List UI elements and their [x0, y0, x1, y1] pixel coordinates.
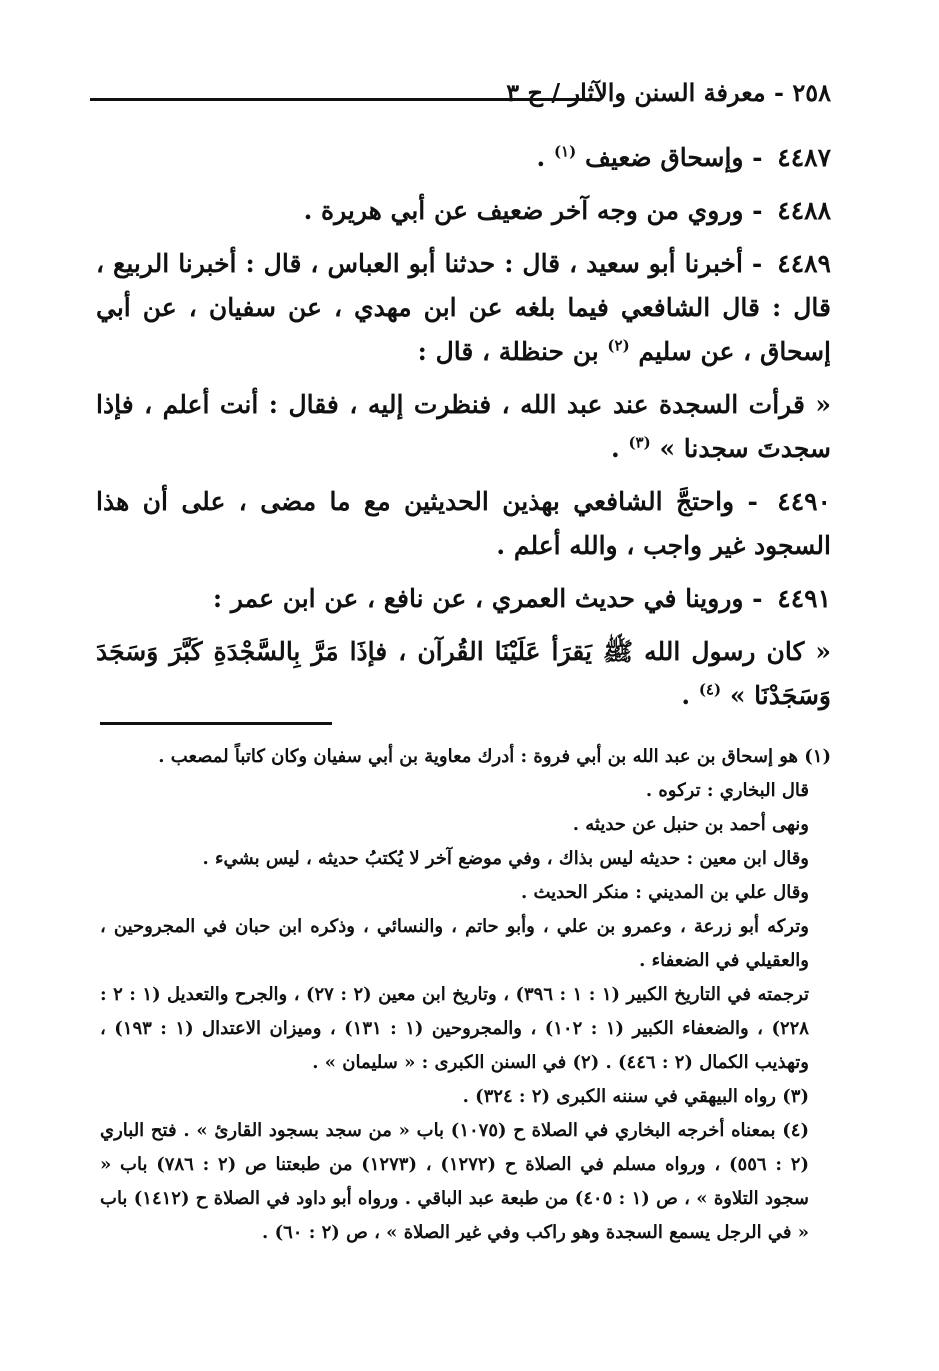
footnote-line: قال البخاري : تركوه . [645, 780, 809, 801]
hadith-number: ٤٤٩١ [777, 584, 831, 613]
footnote-line: ونهى أحمد بن حنبل عن حديثه . [572, 814, 809, 835]
paragraph-tail: . [611, 434, 620, 463]
footnote-line: وتركه أبو زرعة ، وعمرو بن علي ، وأبو حاتم ، والنسائي ، وذكره ابن حبان في المجروحين ، والعقيلي في الضعفاء . [100, 916, 809, 971]
main-text [96, 136, 831, 727]
paragraph-text: - وروينا في حديث العمري ، عن نافع ، عن ابن عمر : [212, 584, 763, 613]
page-header [90, 78, 831, 118]
paragraph-text: - وإسحاق ضعيف [584, 143, 763, 172]
hadith-number: ٤٤٨٩ [777, 249, 831, 278]
hadith-number: ٤٤٩٠ [777, 487, 831, 516]
footnote-line: وقال ابن معين : حديثه ليس بذاك ، وفي موضع آخر لا يُكتبُ حديثه ، ليس بشيء . [202, 848, 809, 869]
paragraph-text: - واحتجَّ الشافعي بهذين الحديثين مع ما مضى ، على أن هذا السجود غير واجب ، والله أعلم . [96, 487, 831, 560]
footnote-ref: (٢) [607, 336, 630, 355]
header-rule [90, 98, 600, 101]
paragraph-tail: بن حنظلة ، قال : [417, 337, 599, 366]
footnote-ref: (١) [553, 142, 577, 161]
footnote-ref: (٣) [628, 433, 651, 452]
paragraph-tail: . [536, 143, 546, 172]
quote-prophet [96, 630, 831, 718]
paragraph-4487 [96, 136, 831, 180]
paragraph-4490 [96, 480, 831, 568]
footnote-line: (١) هو إسحاق بن عبد الله بن أبي فروة : أدرك معاوية بن أبي سفيان وكان كاتباً لمصعب . [158, 746, 831, 767]
quote-text: « قرأت السجدة عند عبد الله ، فنظرت إليه ، فقال : أنت أعلم ، فإذا سجدتَ سجدنا » [96, 390, 831, 463]
paragraph-4488 [96, 189, 831, 233]
page-header-title: ٢٥٨ - معرفة السنن والآثار / ج ٣ [506, 78, 831, 107]
hadith-number: ٤٤٨٧ [777, 143, 831, 172]
quote-abdullah [96, 383, 831, 471]
quote-text: « كان رسول الله ﷺ يَقرَأ عَلَيْنَا القُرآن ، فإذَا مَرَّ بِالسَّجْدَةِ كَبَّرَ وَسَجَدَ وَسَجَدْنَا » [96, 637, 831, 710]
footnotes [100, 740, 831, 1250]
footnote-line: (٣) رواه البيهقي في سننه الكبرى (٢ : ٣٢٤) . [462, 1086, 809, 1107]
footnote-line: ترجمته في التاريخ الكبير (١ : ١ : ٣٩٦) ، وتاريخ ابن معين (٢ : ٢٧) ، والجرح والتعديل (١ : ٢ : ٢٢٨) ، والضعفاء الكبير (١ : ١٠٢) ، والمجروحين (١ : ١٣١) ، وميزان الاعتدال (١ : ١٩٣) ، وتهذيب الكمال (٢ : ٤٤٦) . (٢) في السنن الكبرى : « سليمان » . [100, 984, 810, 1073]
paragraph-tail: . [681, 681, 691, 710]
footnote-line: وقال علي بن المديني : منكر الحديث . [520, 882, 809, 903]
paragraph-text: - وروي من وجه آخر ضعيف عن أبي هريرة . [303, 196, 763, 225]
paragraph-text: - أخبرنا أبو سعيد ، قال : حدثنا أبو العباس ، قال : أخبرنا الربيع ، قال : قال الشافعي فيما بلغه عن ابن مهدي ، عن سفيان ، عن أبي إسحاق ، عن سليم [96, 249, 831, 366]
footnote-ref: (٤) [698, 680, 722, 699]
paragraph-4491 [96, 577, 831, 621]
hadith-number: ٤٤٨٨ [777, 196, 831, 225]
footnote-line: (٤) بمعناه أخرجه البخاري في الصلاة ح (١٠٧٥) باب « من سجد بسجود القارئ » . فتح الباري (٢ : ٥٥٦) ، ورواه مسلم في الصلاة ح (١٢٧٢) ، (١٢٧٣) من طبعتنا ص (٢ : ٧٨٦) باب « سجود التلاوة » ، ص (١ : ٤٠٥) من طبعة عبد الباقي . ورواه أبو داود في الصلاة ح (١٤١٢) باب « في الرجل يسمع السجدة وهو راكب وفي غير الصلاة » ، ص (٢ : ٦٠) . [100, 1120, 809, 1243]
paragraph-4489 [96, 242, 831, 374]
footnote-separator [100, 722, 332, 725]
